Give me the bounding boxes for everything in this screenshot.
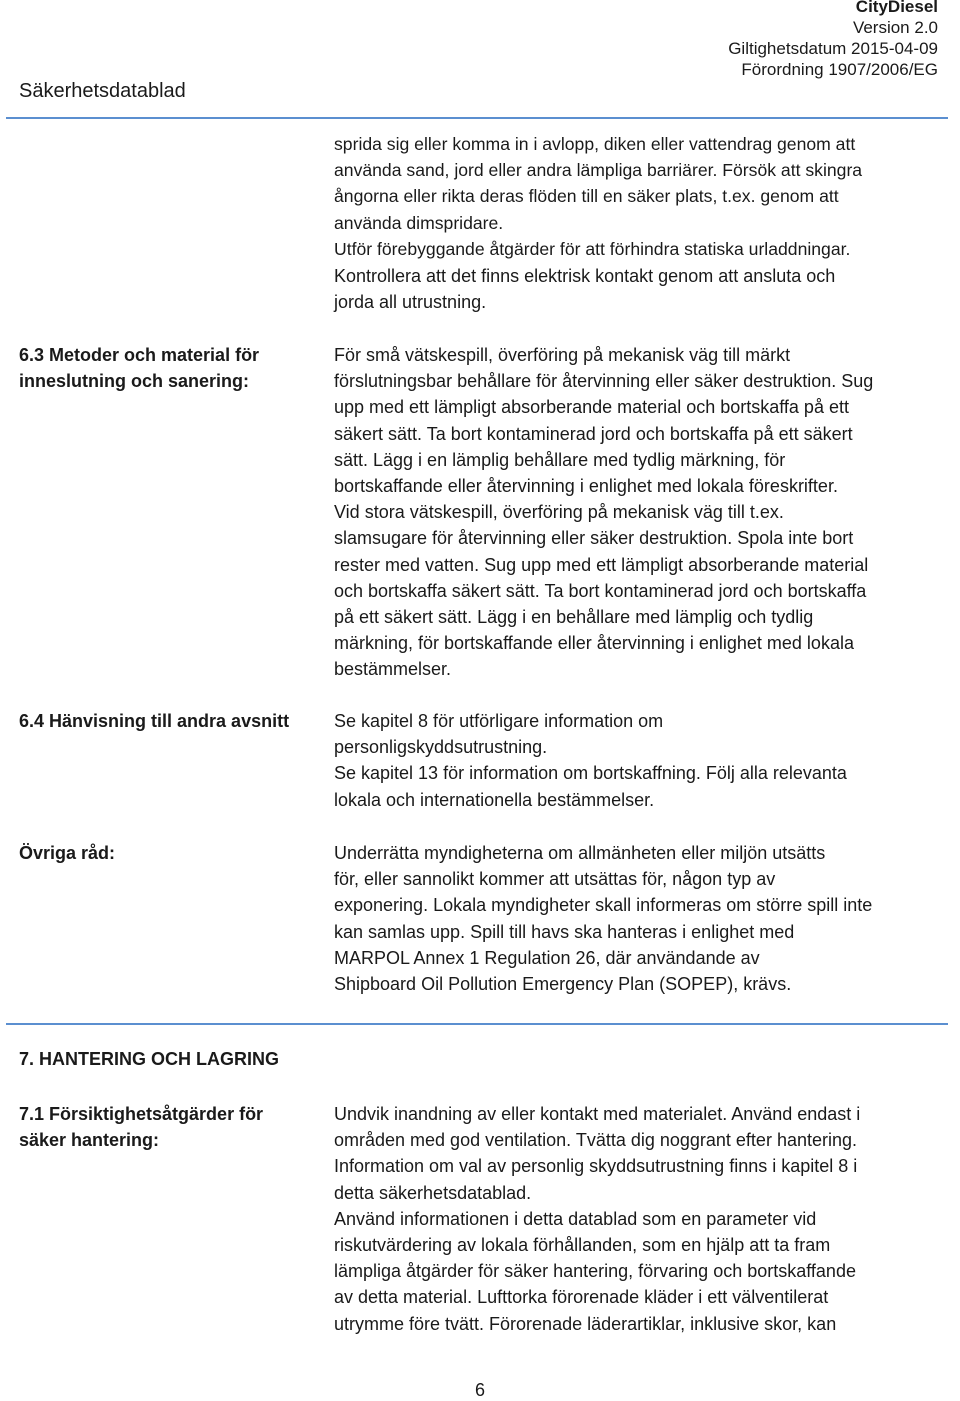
section-7-1-label: 7.1 Försiktighetsåtgärder för säker hantering: [19, 1104, 264, 1151]
continuation-text-1: sprida sig eller komma in i avlopp, diken eller vattendrag genom att använda sand, jord eller andra lämpliga barriärer. Försök att skingra ångorna eller rikta deras flöden till en säker plats, t.ex. genom att använda dimspridare. Utför förebyggande åtgärder för att förhindra statiska urladdningar. [334, 134, 863, 259]
page-number: 6 [474, 1380, 485, 1400]
section-7-heading: 7. HANTERING OCH LAGRING [19, 1049, 280, 1069]
section-7-1-text: Undvik inandning av eller kontakt med materialet. Använd endast i områden med god ventilation. Tvätta dig noggrant efter hantering. Information om val av personlig skyddsutrustning finns i kapitel 8 i detta säkerhetsdatablad. Använd informationen i detta datablad som en parameter vid riskutvärdering av lokala förhållanden, som en hjälp att ta fram lämpliga åtgärder för säker hantering, förvaring och bortskaffande av detta material. Lufttorka förorenade kläder i ett välventilerat utrymme före tvätt. Förorenade läderartiklar, inklusive skor, kan [334, 1104, 861, 1334]
version-label: Version 2.0 [852, 18, 938, 37]
header-info [728, 0, 938, 80]
section-divider [6, 1023, 948, 1025]
continuation-text-2: Kontrollera att det finns elektrisk kontakt genom att ansluta och jorda all utrustning. [334, 266, 836, 313]
document-title: Säkerhetsdatablad [19, 80, 186, 102]
section-6-3-label: 6.3 Metoder och material för inneslutning och sanering: [19, 345, 260, 392]
regulation-label: Förordning 1907/2006/EG [741, 60, 938, 79]
section-6-4-label: 6.4 Hänvisning till andra avsnitt [19, 711, 290, 731]
validity-date: Giltighetsdatum 2015-04-09 [728, 39, 938, 58]
product-name: CityDiesel [855, 0, 938, 16]
other-advice-text: Underrätta myndigheterna om allmänheten eller miljön utsätts för, eller sannolikt kommer att utsättas för, någon typ av exponering. Lokala myndigheter skall informeras om större spill inte kan samlas upp. Spill till havs ska hanteras i enlighet med MARPOL Annex 1 Regulation 26, där användande av Shipboard Oil Pollution Emergency Plan (SOPEP), krävs. [334, 843, 873, 995]
header-divider [6, 117, 948, 119]
section-6-4-text: Se kapitel 8 för utförligare information om personligskyddsutrustning. Se kapitel 13 för information om bortskaffning. Följ alla relevanta lokala och internationella bestämmelser. [334, 711, 847, 810]
other-advice-label: Övriga råd: [19, 843, 116, 863]
section-6-3-text: För små vätskespill, överföring på mekanisk väg till märkt förslutningsbar behållare för återvinning eller säker destruktion. Sug upp med ett lämpligt absorberande material och bortskaffa på ett säkert sätt. Ta bort kontaminerad jord och bortskaffa på ett säkert sätt. Lägg i en lämplig behållare med tydlig märkning, för bortskaffande eller återvinning i enlighet med lokala föreskrifter. Vid stora vätskespill, överföring på mekanisk väg till t.ex. slamsugare för återvinning eller säker destruktion. Spola inte bort rester med vatten. Sug upp med ett lämpligt absorberande material och bortskaffa säkert sätt. Ta bort kontaminerad jord och bortskaffa på ett säkert sätt. Lägg i en behållare med lämplig och tydlig märkning, för bortskaffande eller återvinning i enlighet med lokala bestämmelser. [334, 345, 874, 680]
